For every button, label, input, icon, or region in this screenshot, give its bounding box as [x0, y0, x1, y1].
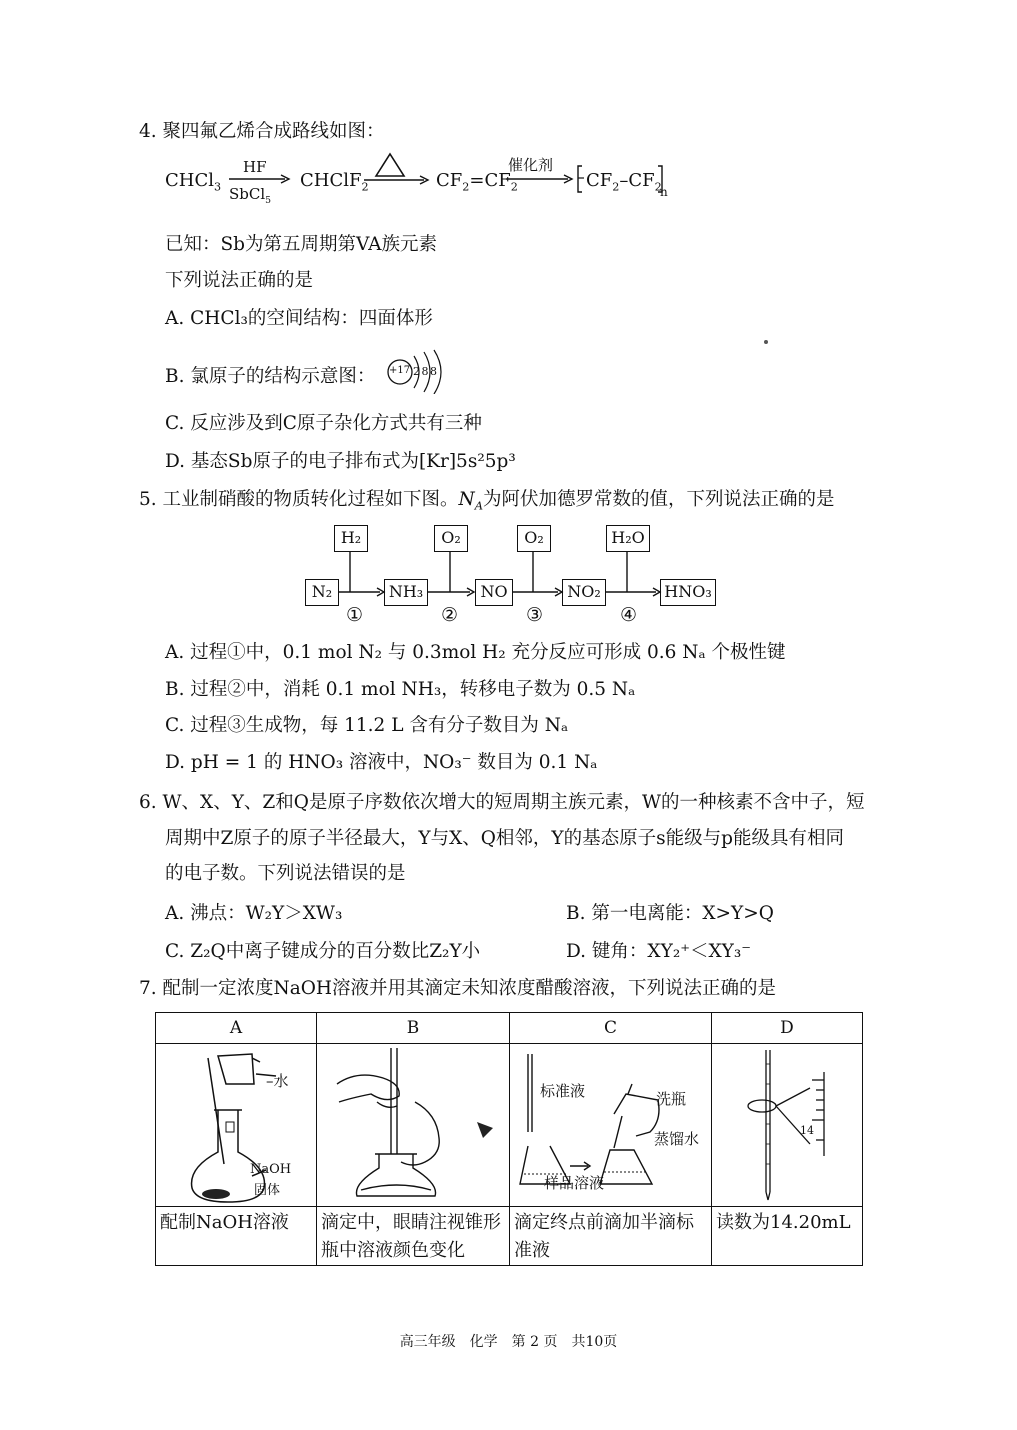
flow-step-1: ① — [346, 604, 364, 626]
route-cf2-b: CF — [484, 170, 511, 191]
q6-line-1: 6. W、X、Y、Z和Q是原子序数依次增大的短周期主族元素，W的一种核素不含中子，短 — [139, 792, 865, 813]
q7-desc-c: 滴定终点前滴加半滴标准液 — [510, 1207, 712, 1266]
q4-option-d: D. 基态Sb原子的电子排布式为[Kr]5s²5p³ — [165, 451, 516, 472]
volumetric-flask-icon — [156, 1044, 316, 1206]
q7-stem: 7. 配制一定浓度NaOH溶液并用其滴定未知浓度醋酸溶液，下列说法正确的是 — [139, 978, 777, 999]
route-arrow-3 — [506, 172, 576, 186]
chlorine-atom-diagram — [384, 346, 454, 394]
page-footer: 高三年级 化学 第 2 页 共10页 — [399, 1334, 618, 1350]
route-chcl3: CHCl$_3$ — [165, 170, 222, 194]
q5-option-a: A. 过程①中，0.1 mol N₂ 与 0.3mol H₂ 充分反应可形成 0.6 Nₐ 个极性键 — [165, 642, 786, 663]
flow-step-3: ③ — [526, 604, 544, 626]
q5-na-symbol: N — [458, 489, 475, 510]
flow-o2-a: O₂ — [434, 525, 468, 552]
route-chclf2-text: CHClF — [300, 170, 362, 191]
flow-no: NO — [475, 579, 513, 606]
q7-header-c: C — [510, 1013, 712, 1044]
label-sample: 样品溶液 — [544, 1174, 605, 1192]
q4-option-b: B. 氯原子的结构示意图： — [165, 366, 376, 387]
q5-stem-b: 为阿伏加德罗常数的值，下列说法正确的是 — [483, 489, 835, 510]
atom-nucleus: +17 — [389, 365, 411, 376]
flow-no2: NO₂ — [562, 579, 606, 606]
route-chclf2: CHClF$_2$ — [300, 170, 369, 194]
q4-ask: 下列说法正确的是 — [165, 270, 314, 291]
q6-option-a: A. 沸点：W₂Y＞XW₃ — [165, 903, 343, 924]
q5-stem-a: 5. 工业制硝酸的物质转化过程如下图。 — [139, 489, 459, 510]
label-standard: 标准液 — [540, 1082, 586, 1100]
route-reagent-hf: HF — [243, 158, 267, 176]
q7-table — [155, 1012, 863, 1266]
flow-step-2: ② — [441, 604, 459, 626]
q6-option-d: D. 键角：XY₂⁺＜XY₃⁻ — [566, 941, 752, 962]
q6-option-c: C. Z₂Q中离子键成分的百分数比Z₂Y小 — [165, 941, 481, 962]
q7-header-row — [156, 1013, 863, 1044]
q7-image-a — [156, 1044, 317, 1207]
burette-reading-icon — [712, 1044, 862, 1206]
q7-image-a-inner — [156, 1044, 316, 1206]
q7-desc-d: 读数为14.20mL — [712, 1207, 863, 1266]
route-reagent-sbcl5: SbCl$_5$ — [229, 185, 272, 206]
route-heat-arrow — [362, 150, 432, 188]
q4-option-c: C. 反应涉及到C原子杂化方式共有三种 — [165, 413, 482, 434]
q7-header-b: B — [317, 1013, 510, 1044]
q4-option-a: A. CHCl₃的空间结构：四面体形 — [165, 308, 433, 329]
q7-image-c — [510, 1044, 712, 1207]
titration-hands-icon — [317, 1044, 509, 1206]
flow-hno3: HNO₃ — [660, 579, 716, 606]
flow-h2o: H₂O — [606, 525, 650, 552]
speck — [764, 340, 768, 344]
flow-nh3: NH₃ — [384, 579, 428, 606]
flow-h2: H₂ — [334, 525, 368, 552]
q5-option-d: D. pH = 1 的 HNO₃ 溶液中，NO₃⁻ 数目为 0.1 Nₐ — [165, 752, 598, 773]
route-catalyst: 催化剂 — [508, 156, 554, 174]
q7-desc-a: 配制NaOH溶液 — [156, 1207, 317, 1266]
route-cf2-c: CF — [586, 170, 613, 191]
q5-option-c: C. 过程③生成物，每 11.2 L 含有分子数目为 Nₐ — [165, 715, 569, 736]
q7-image-c-inner — [510, 1044, 711, 1206]
q4-stem: 4. 聚四氟乙烯合成路线如图： — [139, 121, 385, 142]
label-water: –水 — [266, 1072, 289, 1090]
label-solid: 固体 — [254, 1183, 281, 1198]
label-naoh: NaOH — [250, 1162, 292, 1177]
route-n: n — [660, 185, 668, 199]
q7-image-b-inner — [317, 1044, 509, 1206]
label-distilled-water: 蒸馏水 — [654, 1130, 700, 1148]
flow-o2-b: O₂ — [517, 525, 551, 552]
q5-option-b: B. 过程②中，消耗 0.1 mol NH₃，转移电子数为 0.5 Nₐ — [165, 679, 636, 700]
q7-image-row — [156, 1044, 863, 1207]
route-cf2-d: CF — [628, 170, 655, 191]
q7-image-b — [317, 1044, 510, 1207]
q7-desc-b: 滴定中，眼睛注视锥形瓶中溶液颜色变化 — [317, 1207, 510, 1266]
q5-stem: 5. 工业制硝酸的物质转化过程如下图。$N_A$为阿伏加德罗常数的值，下列说法正确的是 — [139, 489, 835, 513]
q7-image-d — [712, 1044, 863, 1207]
flow-arrows — [300, 548, 680, 598]
flow-n2: N₂ — [305, 579, 339, 606]
q6-line-3: 的电子数。下列说法错误的是 — [165, 863, 406, 884]
label-water-text: 水 — [273, 1072, 289, 1090]
flow-step-4: ④ — [620, 604, 638, 626]
route-chcl3-text: CHCl — [165, 170, 214, 191]
q7-header-a: A — [156, 1013, 317, 1044]
titration-washing-icon — [510, 1044, 711, 1206]
route-sbcl5-text: SbCl — [229, 185, 266, 203]
q7-header-d: D — [712, 1013, 863, 1044]
route-cf2-a: CF — [436, 170, 463, 191]
atom-shell-counts: 2 8 8 — [413, 365, 436, 378]
route-cf2cf2: $CF_2=CF_2$ — [436, 170, 518, 194]
label-scale-14: 14 — [800, 1124, 814, 1137]
q4-known: 已知：Sb为第五周期第VA族元素 — [165, 234, 437, 255]
q7-desc-row — [156, 1207, 863, 1266]
q7-image-d-inner — [712, 1044, 862, 1206]
label-wash-bottle: 洗瓶 — [656, 1090, 687, 1108]
q6-option-b: B. 第一电离能：X>Y>Q — [566, 903, 774, 924]
route-polymer: $CF_2-CF_2$ — [586, 170, 662, 194]
q6-line-2: 周期中Z原子的原子半径最大，Y与X、Q相邻，Y的基态原子s能级与p能级具有相同 — [165, 828, 844, 849]
route-arrow-1 — [229, 172, 291, 186]
